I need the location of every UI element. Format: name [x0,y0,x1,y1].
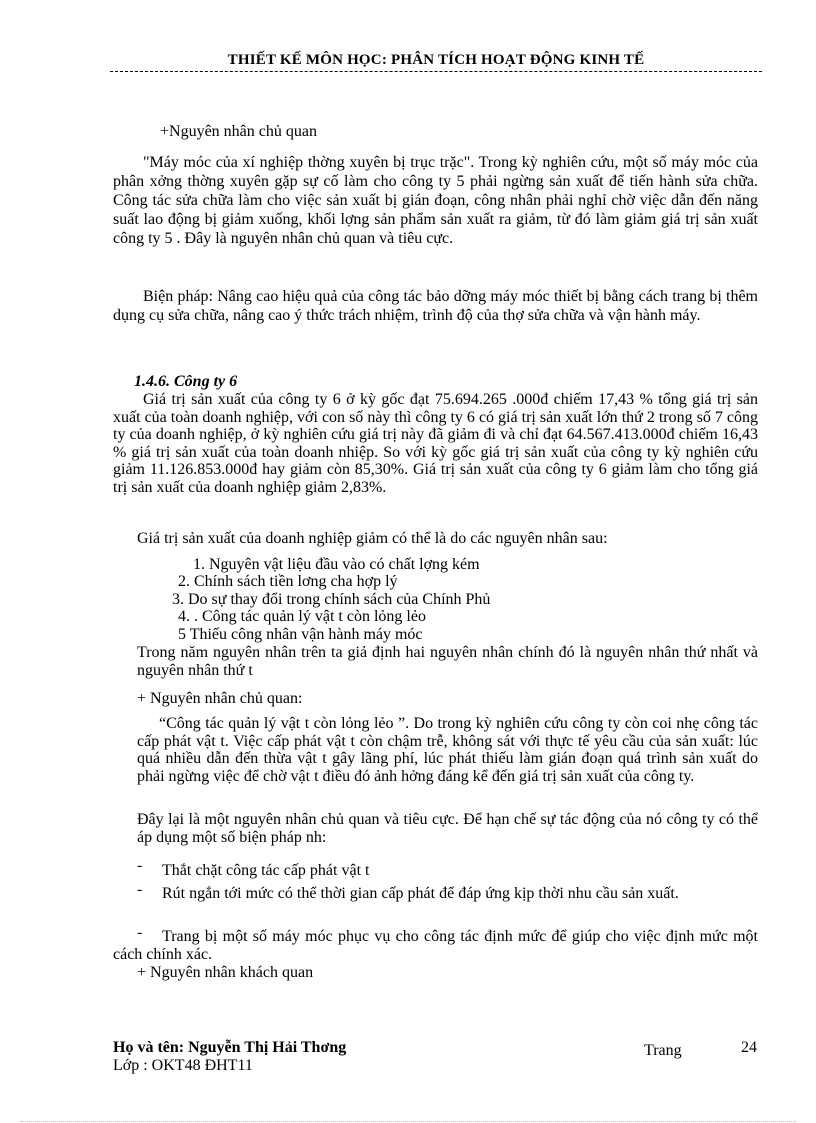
footer-class: Lớp : OKT48 ĐHT11 [113,1057,253,1074]
cause-item-4: 4. . Công tác quản lý vật t còn lỏng lẻo [178,608,426,625]
paragraph-machine-issues: "Máy móc của xí nghiệp thờng xuyên bị trục trặc". Trong kỳ nghiên cứu, một số máy móc của phân xởng thờng xuyên gặp sự cố làm cho công ty 5 phải ngừng sản xuất để tiến hành sửa chữa. Công tác sửa chữa làm cho việc sản xuất bị gián đoạn, công nhân phải nghỉ chờ việc dẫn đến năng suất lao động bị giảm xuống, khối lợng sản phẩm sản xuất ra giảm, từ đó làm giảm giá trị sản xuất công ty 5 . Đây là nguyên nhân chủ quan và tiêu cực. [113,154,758,247]
bullet-dash-3: - [137,924,143,941]
footer-author-name: Họ và tên: Nguyễn Thị Hải Thơng [113,1039,347,1056]
paragraph-company-6-value: Giá trị sản xuất của công ty 6 ở kỳ gốc đạt 75.694.265 .000đ chiếm 17,43 % tổng giá trị sản xuất của toàn doanh nghiệp, với con số này thì công ty 6 có giá trị sản xuất lớn thứ 2 trong số 7 công ty của doanh nghiệp, ở kỳ nghiên cứu giá trị này đã giảm đi và chỉ đạt 64.567.413.000đ chiếm 16,43 % giá trị sản xuất của toàn doanh nhiệp. So với kỳ gốc giá trị sản xuất của công ty kỳ nghiên cứu giảm 11.126.853.000đ hay giảm còn 85,30%. Giá trị sản xuất của công ty 6 giảm làm cho tổng giá trị sản xuất của doanh nghiệp giảm 2,83%. [113,391,758,496]
subheading-subjective-cause-2: + Nguyên nhân chủ quan: [137,690,303,707]
cause-item-2: 2. Chính sách tiền lơng cha hợp lý [178,573,398,590]
bullet-dash-1: - [137,857,143,874]
measure-item-3: Trang bị một số máy móc phục vụ cho công tác định mức để giúp cho việc định mức một cách chính xác. [113,928,758,963]
subheading-objective-cause: + Nguyên nhân khách quan [137,964,314,981]
paragraph-main-causes: Trong năm nguyên nhân trên ta giả định hai nguyên nhân chính đó là nguyên nhân thứ nhất và nguyên nhân thứ t [137,644,758,679]
paragraph-causes-intro: Giá trị sản xuất của doanh nghiệp giảm có thể là do các nguyên nhân sau: [137,530,608,547]
measure-item-1: Thắt chặt công tác cấp phát vật t [162,862,370,879]
cause-item-1: 1. Nguyên vật liệu đầu vào có chất lợng kém [193,556,480,573]
bullet-dash-2: - [137,881,143,898]
subheading-subjective-cause: +Nguyên nhân chủ quan [160,123,317,140]
section-heading-company-6: 1.4.6. Công ty 6 [134,373,238,390]
cause-item-5: 5 Thiếu công nhân vận hành máy móc [178,626,423,643]
cause-item-3: 3. Do sự thay đổi trong chính sách của Chính Phủ [172,591,491,608]
paragraph-measures-intro: Đây lại là một nguyên nhân chủ quan và tiêu cực. Để hạn chế sự tác động của nó công ty có thể áp dụng một số biện pháp nh: [137,811,758,846]
footer-page-number: 24 [741,1039,757,1056]
bottom-dotted-divider [20,1121,796,1122]
paragraph-solution: Biện pháp: Nâng cao hiệu quả của công tác bảo dỡng máy móc thiết bị bằng cách trang bị thêm dụng cụ sửa chữa, nâng cao ý thức trách nhiệm, trình độ của thợ sửa chữa và vận hành máy. [113,288,758,324]
measure-item-2: Rút ngắn tới mức có thể thời gian cấp phát để đáp ứng kịp thời nhu cầu sản xuất. [162,885,679,902]
paragraph-material-management: “Công tác quản lý vật t còn lỏng lẻo ”. Do trong kỳ nghiên cứu công ty còn coi nhẹ công tác cấp phát vật t. Việc cấp phát vật t còn chậm trễ, không sát với thực tế yêu cầu của sản xuất: lúc quá nhiều dẫn đến thừa vật t gây lãng phí, lúc phát thiếu làm gián đoạn quá trình sản xuất do phải ngừng việc để chờ vật t điều đó ảnh hởng đáng kể đến giá trị sản xuất của công ty. [137,715,758,785]
page-header-title: THIẾT KẾ MÔN HỌC: PHÂN TÍCH HOẠT ĐỘNG KINH TẾ [110,52,762,72]
footer-page-label: Trang [644,1042,682,1059]
